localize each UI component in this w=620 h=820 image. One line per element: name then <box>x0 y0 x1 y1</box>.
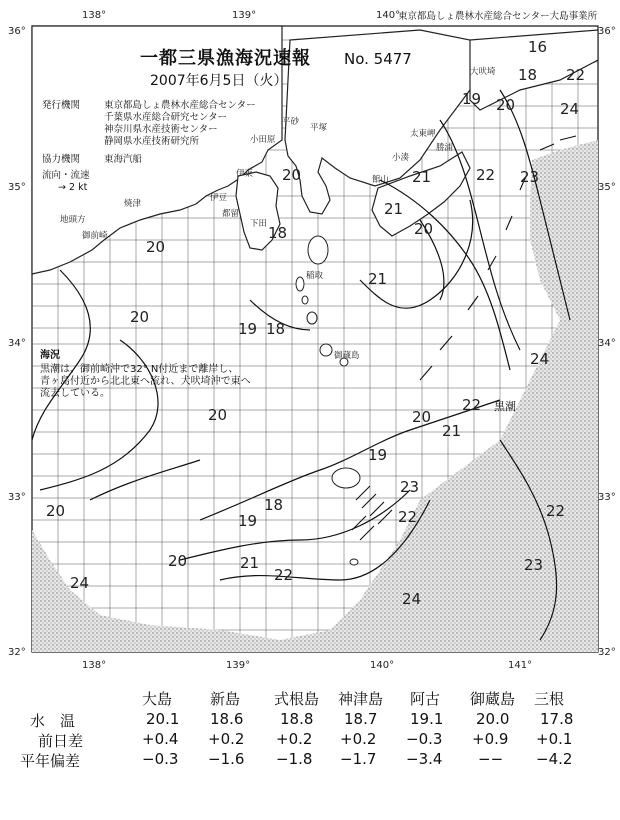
publisher-org: 神奈川県水産技術センター <box>104 124 218 135</box>
place-label: 地頭方 <box>60 215 86 225</box>
isotherm-label: 23 <box>520 168 540 186</box>
table-cell: −− <box>478 750 504 768</box>
table-cell: 18.6 <box>210 710 244 728</box>
isotherm-label: 22 <box>546 502 566 520</box>
legend-label: 流向・流速 <box>42 170 90 181</box>
lat-label-left: 32° <box>8 647 26 658</box>
lat-label-right: 32° <box>598 647 616 658</box>
table-cell: +0.2 <box>208 730 245 748</box>
place-label: 平砂 <box>282 117 300 127</box>
table-cell: −0.3 <box>406 730 443 748</box>
table-header: 御蔵島 <box>470 690 516 708</box>
office-line: 東京都島しょ農林水産総合センター大島事業所 <box>398 11 598 22</box>
table-cell: 17.8 <box>540 710 574 728</box>
issue-number: No. 5477 <box>344 50 412 68</box>
lon-label-top: 139° <box>232 10 257 21</box>
lat-label-right: 34° <box>598 338 616 349</box>
isotherm-label: 19 <box>238 512 258 530</box>
isotherm-label: 22 <box>398 508 418 526</box>
place-label: 小湊 <box>392 153 410 163</box>
table-cell: 18.8 <box>280 710 314 728</box>
table-cell: +0.2 <box>276 730 313 748</box>
place-label: 勝浦 <box>436 143 454 153</box>
isotherm-label: 23 <box>400 478 420 496</box>
isotherm-label: 24 <box>402 590 422 608</box>
lat-label-left: 34° <box>8 338 26 349</box>
isotherm-label: 21 <box>442 422 462 440</box>
row-label: 平年偏差 <box>20 752 81 770</box>
table-cell: −1.8 <box>276 750 313 768</box>
table-cell: −3.4 <box>406 750 443 768</box>
table-cell: +0.4 <box>142 730 179 748</box>
issue-date: 2007年6月5日（火） <box>150 73 288 89</box>
lon-label-top: 140° <box>376 10 401 21</box>
table-header: 神津島 <box>338 690 384 708</box>
current-note-heading: 海況 <box>40 350 60 361</box>
table-header: 阿古 <box>410 690 441 708</box>
table-cell: −4.2 <box>536 750 573 768</box>
lon-label-bottom: 139° <box>226 660 251 671</box>
row-label: 水 温 <box>30 712 76 730</box>
isotherm-label: 20 <box>168 552 188 570</box>
publisher-org: 静岡県水産技術研究所 <box>104 136 200 147</box>
place-label: 焼津 <box>124 199 142 209</box>
table-cell: −0.3 <box>142 750 179 768</box>
lon-label-bottom: 141° <box>508 660 533 671</box>
place-label: 伊豆 <box>210 193 228 203</box>
isotherm-label: 19 <box>368 446 388 464</box>
table-cell: +0.2 <box>340 730 377 748</box>
isotherm-label: 22 <box>476 166 496 184</box>
table-cell: 19.1 <box>410 710 444 728</box>
place-label: 御前崎 <box>82 231 108 241</box>
place-label: 大吠埼 <box>470 67 496 77</box>
current-note-line: 流去している。 <box>40 388 110 399</box>
legend-speed-value: 2 kt <box>69 182 88 193</box>
temperature-table <box>0 680 620 820</box>
table-cell: −1.7 <box>340 750 377 768</box>
table-cell: 20.1 <box>146 710 180 728</box>
table-cell: +0.1 <box>536 730 573 748</box>
publisher-label: 発行機関 <box>42 100 81 111</box>
isotherm-label: 22 <box>462 396 482 414</box>
isotherm-label: 20 <box>46 502 66 520</box>
lat-label-left: 33° <box>8 492 26 503</box>
table-header: 式根島 <box>274 690 320 708</box>
table-header: 三根 <box>534 690 565 708</box>
coop-org: 東海汽船 <box>104 154 143 165</box>
place-label: 下田 <box>250 219 268 229</box>
lat-label-left: 35° <box>8 182 26 193</box>
isotherm-label: 20 <box>282 166 302 184</box>
isotherm-label: 20 <box>496 96 516 114</box>
table-cell: +0.9 <box>472 730 509 748</box>
table-header: 大島 <box>142 690 173 708</box>
isotherm-label: 20 <box>412 408 432 426</box>
isotherm-label: 23 <box>524 556 544 574</box>
isotherm-label: 20 <box>146 238 166 256</box>
row-label: 前日差 <box>38 732 84 750</box>
place-label: 都留 <box>222 209 240 219</box>
isotherm-label: 24 <box>560 100 580 118</box>
place-label: 稲取 <box>306 271 324 281</box>
place-label: 御蔵島 <box>334 351 360 361</box>
isotherm-label: 24 <box>530 350 550 368</box>
lon-label-bottom: 140° <box>370 660 395 671</box>
lat-label-left: 36° <box>8 26 26 37</box>
isotherm-label: 18 <box>266 320 286 338</box>
isotherm-label: 24 <box>70 574 90 592</box>
kuroshio-label: 黒潮 <box>494 400 516 413</box>
lon-label-top: 138° <box>82 10 107 21</box>
place-label: 小田原 <box>250 135 276 145</box>
table-cell: 20.0 <box>476 710 510 728</box>
lat-label-right: 35° <box>598 182 616 193</box>
table-header: 新島 <box>210 690 241 708</box>
publisher-org: 千葉県水産総合研究センター <box>104 112 228 123</box>
legend-speed <box>58 182 87 195</box>
table-cell: −1.6 <box>208 750 245 768</box>
place-label: 太東岬 <box>410 129 436 139</box>
lat-label-right: 33° <box>598 492 616 503</box>
coop-label: 協力機関 <box>42 154 81 165</box>
place-label: 平塚 <box>310 123 328 133</box>
isotherm-label: 21 <box>412 168 432 186</box>
isotherm-label: 20 <box>208 406 228 424</box>
lat-label-right: 36° <box>598 26 616 37</box>
isotherm-label: 16 <box>528 38 548 56</box>
isotherm-label: 21 <box>240 554 260 572</box>
isotherm-label: 18 <box>518 66 538 84</box>
isotherm-label: 18 <box>264 496 284 514</box>
isotherm-label: 19 <box>238 320 258 338</box>
lon-label-bottom: 138° <box>82 660 107 671</box>
publisher-org: 東京都島しょ農林水産総合センター <box>104 100 256 111</box>
isotherm-label: 20 <box>414 220 434 238</box>
bulletin-title: 一都三県漁海況速報 <box>140 48 311 69</box>
isotherm-label: 18 <box>268 224 288 242</box>
isotherm-label: 21 <box>368 270 388 288</box>
current-note-line: 黒潮は、御前崎沖で32° N付近まで離岸し、 <box>40 364 239 375</box>
isotherm-label: 19 <box>462 90 482 108</box>
isotherm-label: 22 <box>274 566 294 584</box>
isotherm-label: 20 <box>130 308 150 326</box>
place-label: 館山 <box>372 175 390 185</box>
legend-arrow-icon: → <box>58 182 66 193</box>
table-cell: 18.7 <box>344 710 378 728</box>
isotherm-label: 22 <box>566 66 586 84</box>
isotherm-label: 21 <box>384 200 404 218</box>
place-label: 伊東 <box>236 169 254 179</box>
current-note-line: 青ヶ島付近から北北東へ流れ、犬吠埼沖で東へ <box>40 376 251 387</box>
